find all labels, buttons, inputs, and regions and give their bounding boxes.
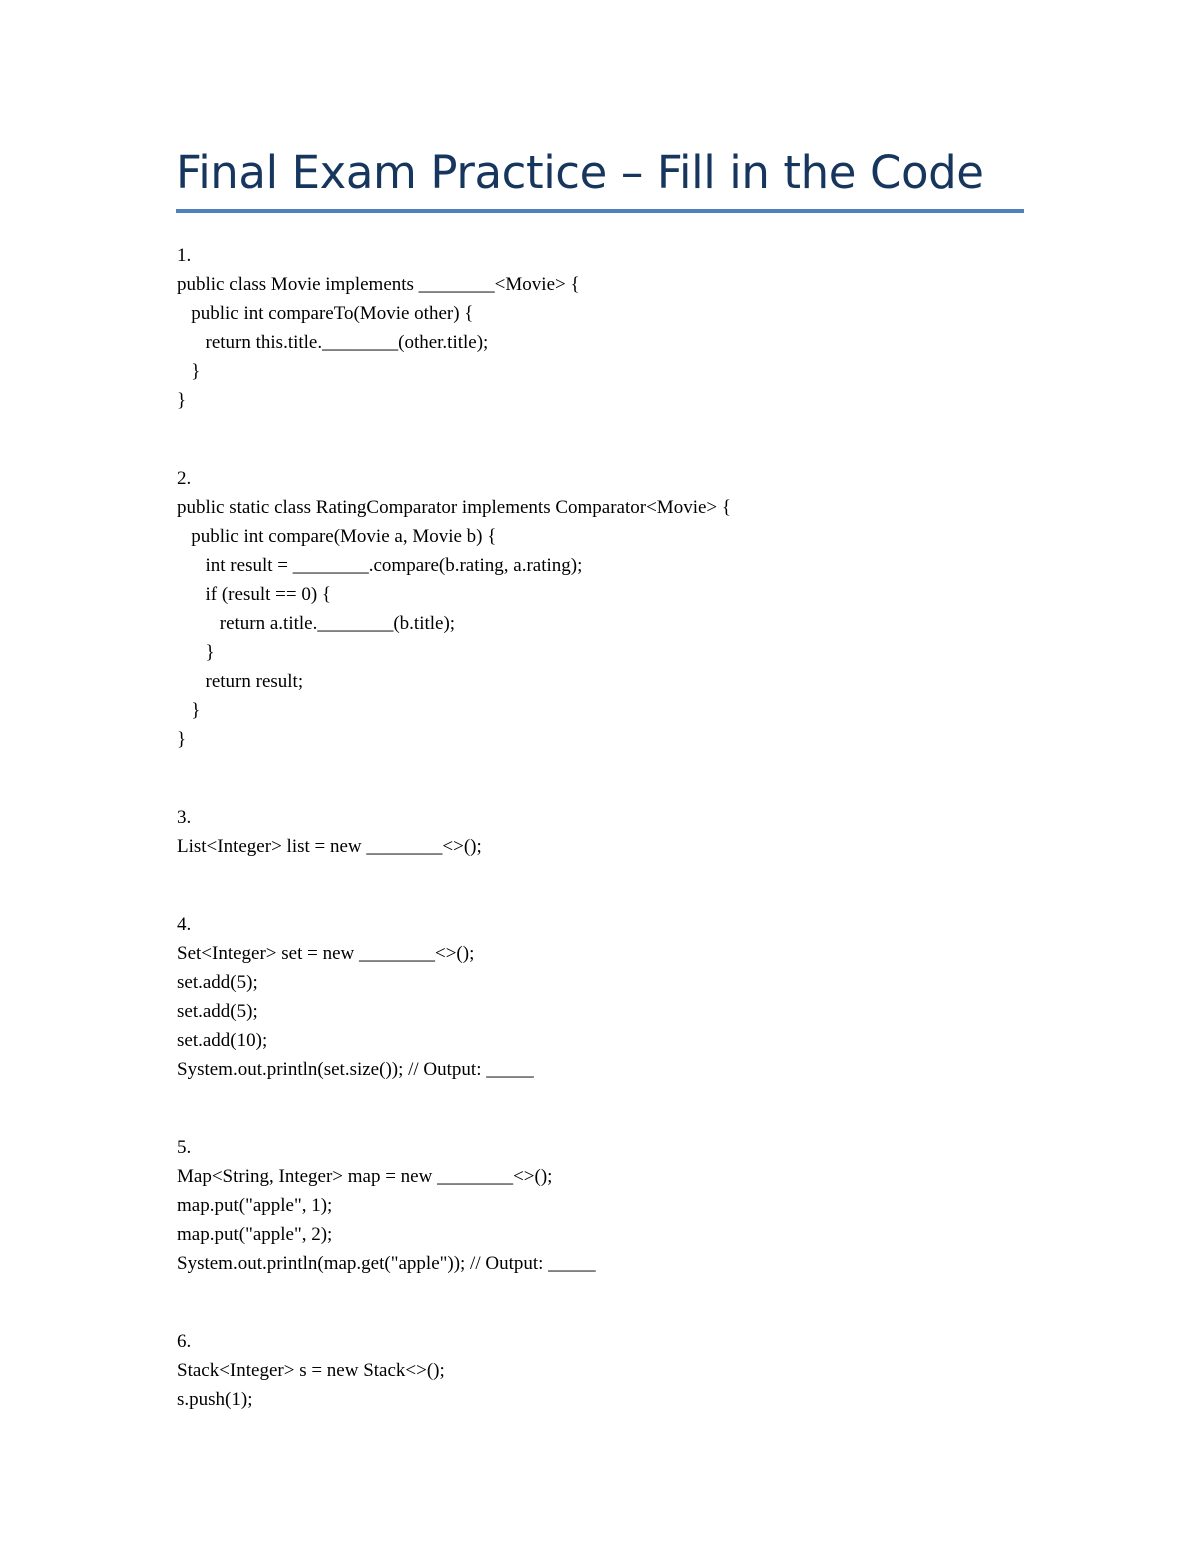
question-2 (177, 464, 731, 754)
code-line: set.add(5); (177, 972, 258, 993)
question-number: 5. (177, 1137, 192, 1158)
code-line: return a.title.________(b.title); (177, 613, 456, 634)
code-line: } (177, 361, 201, 382)
code-line: if (result == 0) { (177, 584, 332, 605)
code-line: set.add(5); (177, 1001, 258, 1022)
code-line: System.out.println(map.get("apple")); // Output: _____ (177, 1253, 596, 1274)
question-4 (177, 910, 534, 1084)
code-line: public int compare(Movie a, Movie b) { (177, 526, 497, 547)
code-line: Stack<Integer> s = new Stack<>(); (177, 1360, 445, 1381)
question-number: 1. (177, 245, 192, 266)
code-line: List<Integer> list = new ________<>(); (177, 836, 482, 857)
code-line: } (177, 642, 215, 663)
code-line: } (177, 390, 187, 411)
code-line: public static class RatingComparator implements Comparator<Movie> { (177, 497, 731, 518)
code-line: Map<String, Integer> map = new ________<>(); (177, 1166, 553, 1187)
code-line: System.out.println(set.size()); // Output: _____ (177, 1059, 534, 1080)
code-line: return this.title.________(other.title); (177, 332, 489, 353)
code-line: return result; (177, 671, 304, 692)
code-line: } (177, 729, 187, 750)
question-1 (177, 241, 580, 415)
code-line: public class Movie implements ________<Movie> { (177, 274, 580, 295)
code-line: map.put("apple", 1); (177, 1195, 333, 1216)
code-line: set.add(10); (177, 1030, 268, 1051)
document-title: Final Exam Practice – Fill in the Code (176, 146, 984, 199)
code-line: } (177, 700, 201, 721)
question-6 (177, 1327, 445, 1414)
code-line: public int compareTo(Movie other) { (177, 303, 474, 324)
question-number: 6. (177, 1331, 192, 1352)
question-5 (177, 1133, 596, 1278)
question-3 (177, 803, 482, 861)
code-line: s.push(1); (177, 1389, 253, 1410)
question-number: 3. (177, 807, 192, 828)
question-number: 4. (177, 914, 192, 935)
question-number: 2. (177, 468, 192, 489)
code-line: map.put("apple", 2); (177, 1224, 333, 1245)
code-line: Set<Integer> set = new ________<>(); (177, 943, 475, 964)
code-line: int result = ________.compare(b.rating, a.rating); (177, 555, 583, 576)
title-underline-rule (176, 209, 1024, 213)
